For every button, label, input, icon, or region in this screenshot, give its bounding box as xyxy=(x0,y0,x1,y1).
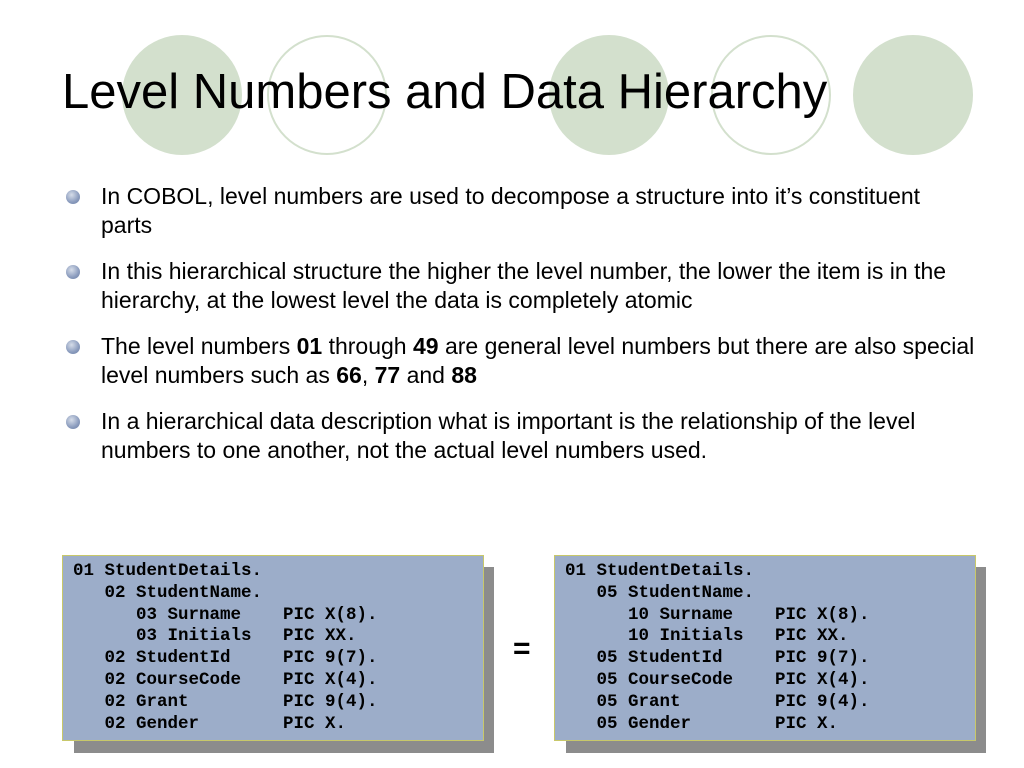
code-line: 02 CourseCode PIC X(4). xyxy=(73,669,378,690)
code-line: 05 StudentId PIC 9(7). xyxy=(565,648,870,669)
code-line: 02 StudentId PIC 9(7). xyxy=(73,648,378,669)
bullet-text: are general level numbers but there are also special level numbers such as xyxy=(101,333,975,388)
bullet-text: , xyxy=(361,362,375,388)
bullet-list xyxy=(66,182,976,482)
code-line: 02 Grant PIC 9(4). xyxy=(73,691,378,712)
bullet-emphasis: 49 xyxy=(412,333,439,359)
code-line: 10 Surname PIC X(8). xyxy=(565,604,870,625)
code-box-left xyxy=(62,555,484,741)
code-example-right xyxy=(554,555,986,745)
code-example-left xyxy=(62,555,494,745)
bullet-text: through xyxy=(322,333,413,359)
code-line: 05 Grant PIC 9(4). xyxy=(565,691,870,712)
bullet-text: The level numbers xyxy=(101,333,297,359)
code-line: 05 Gender PIC X. xyxy=(565,713,839,734)
code-line: 02 Gender PIC X. xyxy=(73,713,347,734)
code-line: 10 Initials PIC XX. xyxy=(565,626,849,647)
bullet-emphasis: 77 xyxy=(374,362,401,388)
bullet-dot-icon xyxy=(66,190,80,204)
bullet-item xyxy=(66,332,976,390)
bullet-item xyxy=(66,182,976,240)
bullet-emphasis: 66 xyxy=(336,362,362,388)
code-line: 03 Initials PIC XX. xyxy=(73,626,357,647)
bullet-emphasis: 88 xyxy=(451,362,477,388)
bullet-text: In COBOL, level numbers are used to decompose a structure into it’s constituent parts xyxy=(101,183,921,238)
circle-decoration xyxy=(853,35,973,155)
code-line: 05 StudentName. xyxy=(565,582,755,603)
bullet-item xyxy=(66,407,976,465)
bullet-dot-icon xyxy=(66,415,80,429)
code-line: 01 StudentDetails. xyxy=(73,561,263,581)
equals-sign: = xyxy=(513,632,531,665)
bullet-dot-icon xyxy=(66,340,80,354)
bullet-dot-icon xyxy=(66,265,80,279)
bullet-text: and xyxy=(400,362,452,388)
slide-title: Level Numbers and Data Hierarchy xyxy=(62,65,828,119)
bullet-text: In a hierarchical data description what is important is the relationship of the level numbers to one another, not the actual level numbers used. xyxy=(101,408,916,463)
code-box-right xyxy=(554,555,976,741)
code-line: 03 Surname PIC X(8). xyxy=(73,604,378,625)
code-line: 05 CourseCode PIC X(4). xyxy=(565,669,870,690)
bullet-item xyxy=(66,257,976,315)
code-line: 01 StudentDetails. xyxy=(565,561,755,581)
code-line: 02 StudentName. xyxy=(73,582,263,603)
bullet-text: In this hierarchical structure the higher the level number, the lower the item is in the hierarchy, at the lowest level the data is completely atomic xyxy=(101,258,947,313)
bullet-emphasis: 01 xyxy=(296,333,323,359)
